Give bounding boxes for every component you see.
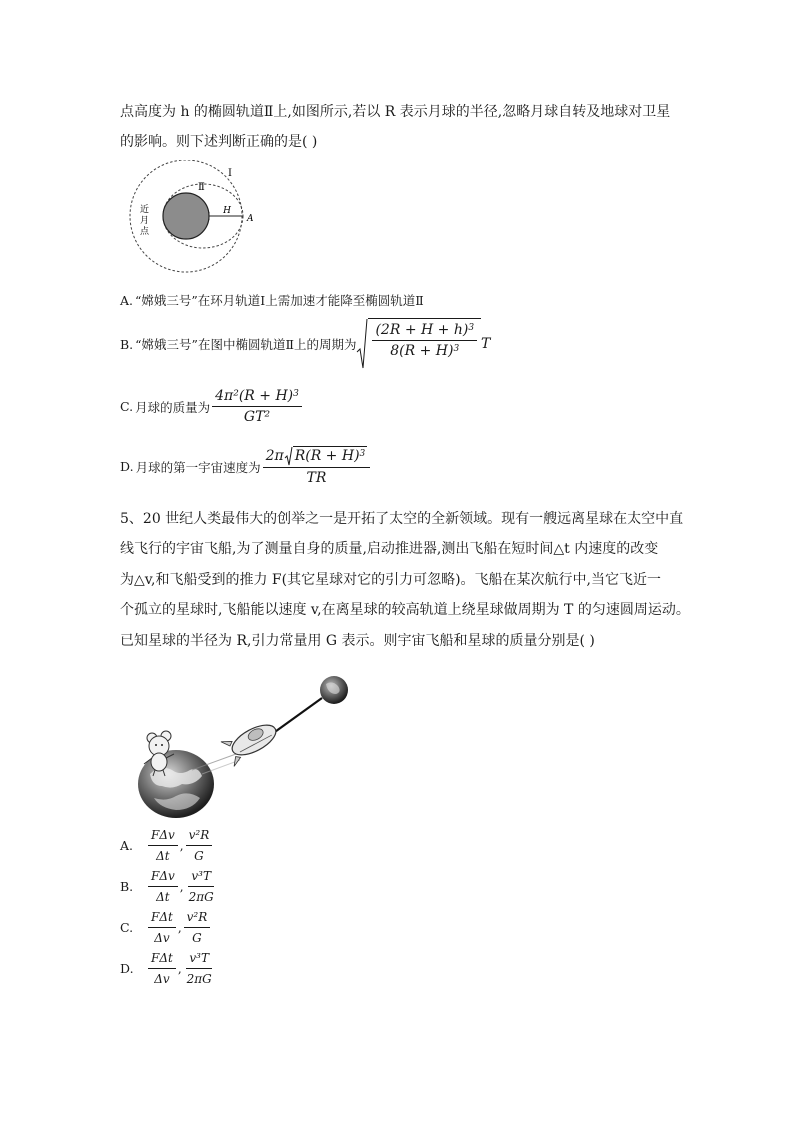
q4-option-d: D. 月球的第一宇宙速度为 2π $R(R + H)^3$ TR	[120, 446, 372, 487]
orbit-diagram	[118, 160, 263, 275]
option-letter: A.	[120, 292, 134, 308]
q5-option-b: B. $\frac{\text{FΔv}}{\Delta t}$ , $\frac{\text{v³T}}{2\pi G}$	[120, 867, 219, 906]
tether-line	[272, 698, 322, 734]
label-near-3: 点	[140, 227, 150, 237]
c-numerator: 4π²(R + H)	[215, 388, 294, 404]
option-letter: A.	[120, 838, 134, 853]
option-text: “嫦娥三号”在图中椭圆轨道Ⅱ上的周期为	[135, 337, 357, 352]
q5-text-line-4: 个孤立的星球时,飞船能以速度 v,在离星球的较高轨道上绕星球做周期为 T 的匀速圆周运动。	[120, 602, 690, 618]
b-denominator: 8(R + H)	[390, 343, 454, 359]
b-frac2-num: v³T	[188, 867, 214, 887]
spaceship-illustration	[132, 670, 362, 820]
d-frac2-den: 2πG	[186, 972, 212, 986]
c-frac1-den: Δv	[154, 931, 170, 945]
planet-icon	[320, 676, 348, 704]
option-letter: C.	[120, 399, 134, 414]
c-frac1-num: FΔt	[148, 908, 176, 928]
label-near-1: 近	[140, 205, 150, 215]
radical-sign-icon	[284, 446, 293, 466]
c-frac2-num: v²R	[184, 908, 211, 928]
b-frac1-den: Δt	[156, 890, 170, 904]
moon-circle	[163, 193, 209, 239]
q5-option-a: A. $\frac{\text{FΔv}}{\Delta t}$ , $\frac{\text{v²R}}{G}$	[120, 826, 214, 865]
d-frac1-den: Δv	[154, 972, 170, 986]
a-frac2-num: v²R	[186, 826, 213, 846]
label-orbit-I: Ⅰ	[228, 168, 232, 179]
a-frac1-num: FΔv	[148, 826, 178, 846]
q5-text-line-5: 已知星球的半径为 R,引力常量用 G 表示。则宇宙飞船和星球的质量分别是( )	[120, 633, 595, 649]
d-numerator-radicand: R(R + H)	[294, 448, 360, 464]
q4-option-c: C. 月球的质量为 $\frac{4\pi^2(R + H)^3}{\text{GT²}}$	[120, 387, 304, 426]
label-orbit-II: Ⅱ	[198, 182, 205, 193]
c-frac2-den: G	[192, 931, 202, 945]
radical-sign-icon	[356, 318, 368, 370]
q4-text-line-2: 的影响。则下述判断正确的是( )	[120, 134, 318, 150]
q5-text-line-3: 为△v,和飞船受到的推力 F(其它星球对它的引力可忽略)。飞船在某次航行中,当它飞近一	[120, 572, 662, 588]
d-numerator-pre: 2π	[265, 448, 284, 464]
b-tail: T	[481, 336, 491, 352]
option-letter: D.	[120, 961, 134, 976]
q4-option-a	[120, 291, 424, 309]
option-text: “嫦娥三号”在环月轨道Ⅰ上需加速才能降至椭圆轨道Ⅱ	[135, 293, 424, 308]
a-frac2-den: G	[194, 849, 204, 863]
option-letter: B.	[120, 879, 134, 894]
option-letter: B.	[120, 336, 134, 352]
option-letter: C.	[120, 920, 134, 935]
q5-option-d: D. $\frac{\text{FΔt}}{\Delta v}$ , $\frac{\text{v³T}}{2\pi G}$	[120, 949, 217, 988]
q4-text-line-1: 点高度为 h 的椭圆轨道Ⅱ上,如图所示,若以 R 表示月球的半径,忽略月球自转及地球对卫星	[120, 104, 671, 120]
a-frac1-den: Δt	[156, 849, 170, 863]
d-frac1-num: FΔt	[148, 949, 176, 969]
option-letter: D.	[120, 459, 134, 474]
d-frac2-num: v³T	[186, 949, 212, 969]
q4-option-b	[120, 318, 490, 370]
b-numerator: (2R + H + h)	[375, 322, 469, 338]
d-denominator: TR	[306, 470, 327, 486]
b-frac2-den: 2πG	[188, 890, 214, 904]
c-denominator: GT²	[243, 409, 271, 425]
q5-text-line-2: 线飞行的宇宙飞船,为了测量自身的质量,启动推进器,测出飞船在短时间△t 内速度的改变	[120, 541, 659, 557]
label-near-2: 月	[140, 216, 150, 226]
option-text: 月球的质量为	[135, 399, 211, 415]
spaceship-icon	[221, 716, 282, 766]
sqrt-expression: $\frac{(2R + H + h)^3}{8(R + H)^3}$	[356, 318, 481, 370]
b-frac1-num: FΔv	[148, 867, 178, 887]
label-H: H	[223, 206, 231, 216]
label-A: A	[247, 214, 254, 224]
q5-text-line-1: 5、20 世纪人类最伟大的创举之一是开拓了太空的全新领域。现有一艘远离星球在太空中直	[120, 511, 684, 527]
option-text: 月球的第一宇宙速度为	[135, 459, 261, 475]
q5-option-c: C. $\frac{\text{FΔt}}{\Delta v}$ , $\frac{\text{v²R}}{G}$	[120, 908, 212, 947]
